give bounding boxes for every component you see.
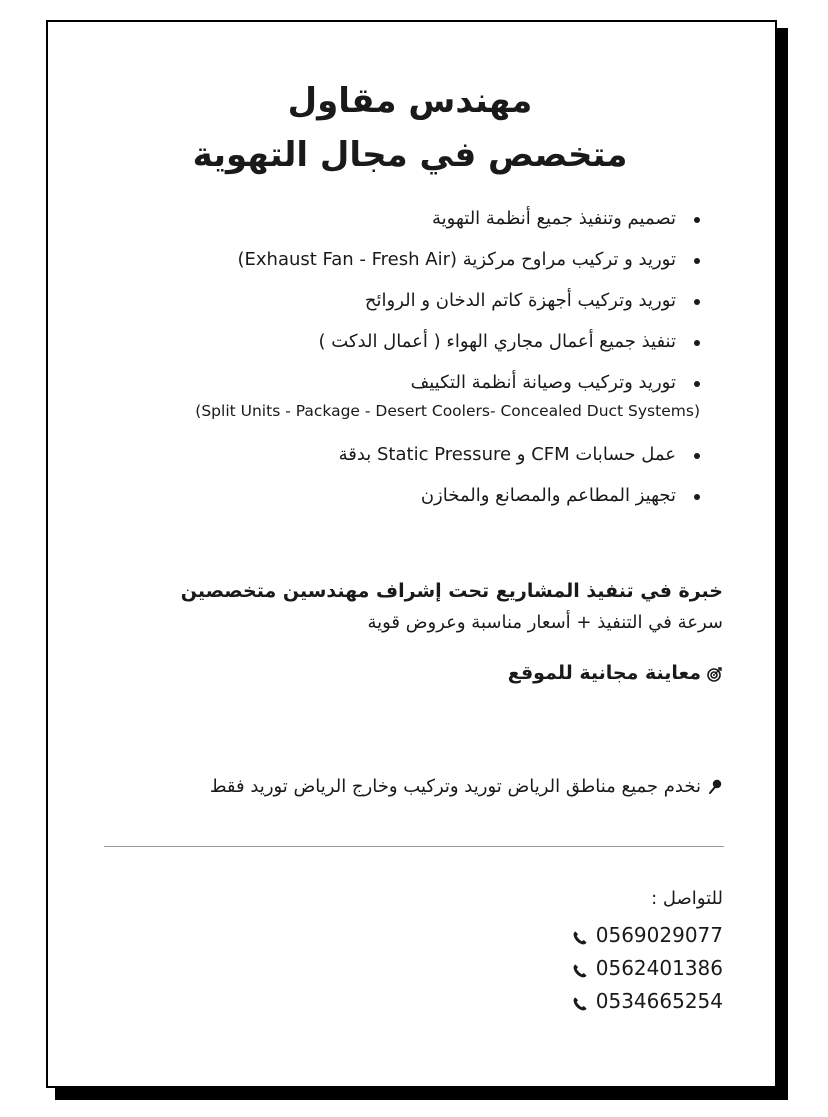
phone-list [572,918,723,1017]
service-text: توريد وتركيب وصيانة أنظمة التكييف [410,372,676,393]
bullet-icon [694,453,700,459]
phone-number[interactable]: 0562401386 [595,955,723,980]
service-area-text: نخدم جميع مناطق الرياض توريد وتركيب وخارج الرياض توريد فقط [209,776,701,797]
service-item [100,204,700,245]
service-item [100,327,700,368]
target-icon [707,665,723,681]
flyer-title-line2: متخصص في مجال التهوية [192,135,628,175]
service-item [100,368,700,440]
free-visit [508,662,723,684]
service-item [100,286,700,327]
free-visit-text: معاينة مجانية للموقع [507,662,701,684]
phone-number[interactable]: 0569029077 [595,922,723,947]
phone-icon [572,927,588,943]
bullet-icon [694,381,700,387]
divider [104,846,724,847]
bullet-icon [694,258,700,264]
service-text: توريد و تركيب مراوح مركزية (Exhaust Fan - Fresh Air) [237,249,676,270]
experience-title: خبرة في تنفيذ المشاريع تحت إشراف مهندسين متخصصين [180,580,723,602]
contact-label: للتواصل : [651,888,723,909]
flyer-title-line1: مهندس مقاول [287,81,533,121]
service-text: عمل حسابات CFM و Static Pressure بدقة [338,444,676,465]
experience-subtitle: سرعة في التنفيذ + أسعار مناسبة وعروض قوية [367,612,723,633]
service-text: تجهيز المطاعم والمصانع والمخازن [420,485,676,506]
phone-item[interactable] [572,984,723,1017]
service-item [100,481,700,522]
phone-icon [572,993,588,1009]
bullet-icon [694,494,700,500]
phone-item[interactable] [572,951,723,984]
bullet-icon [694,340,700,346]
service-item [100,440,700,481]
service-text: توريد وتركيب أجهزة كاتم الدخان و الروائح [364,290,676,311]
service-area [210,776,723,797]
service-text: تصميم وتنفيذ جميع أنظمة التهوية [432,208,676,229]
pin-icon [707,779,723,795]
service-note: (Split Units - Package - Desert Coolers- Concealed Duct Systems) [195,402,700,420]
bullet-icon [694,217,700,223]
service-text: تنفيذ جميع أعمال مجاري الهواء ( أعمال الدكت ) [318,331,676,352]
phone-number[interactable]: 0534665254 [595,988,723,1013]
bullet-icon [694,299,700,305]
phone-item[interactable] [572,918,723,951]
phone-icon [572,960,588,976]
service-item [100,245,700,286]
services-list [100,204,700,522]
